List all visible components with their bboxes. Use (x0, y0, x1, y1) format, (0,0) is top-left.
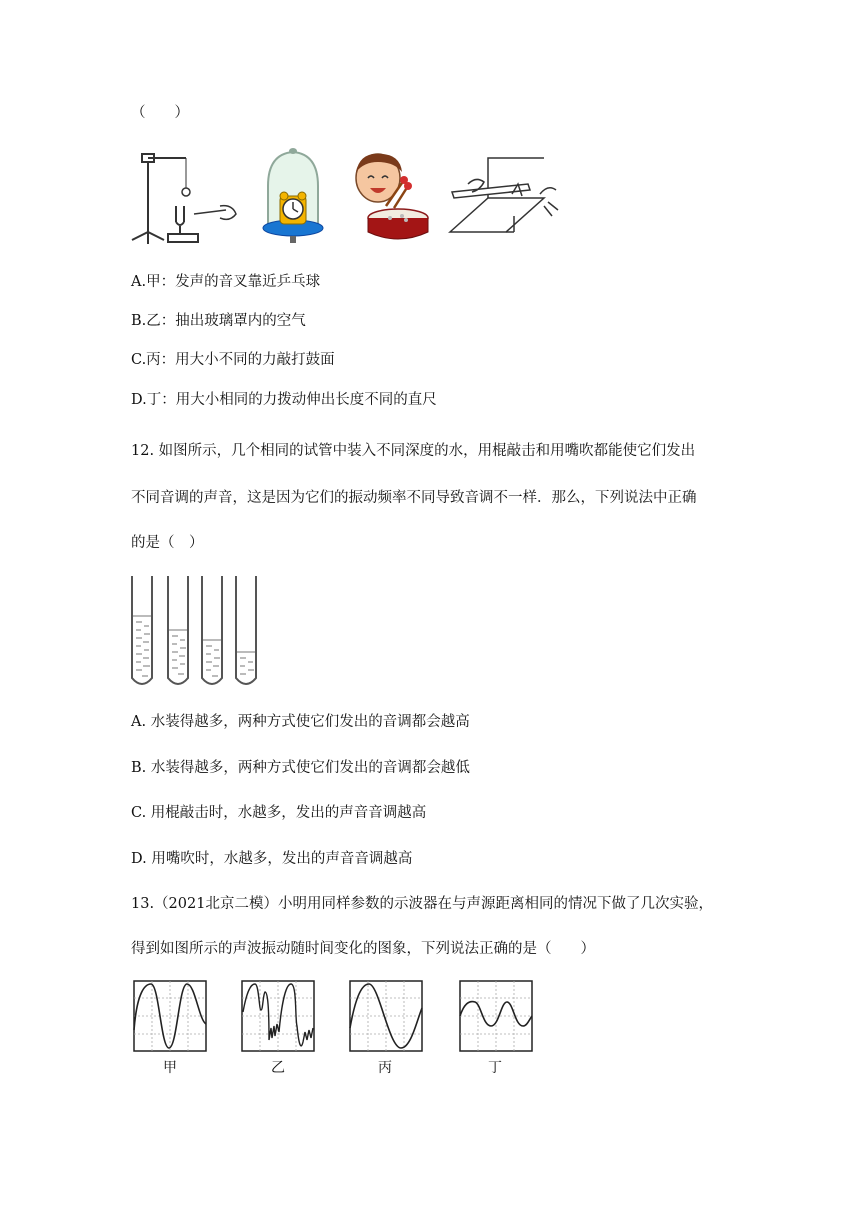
waveform-ding (459, 980, 533, 1052)
q12-option-c: C. 用棍敲击时，水越多，发出的声音音调越高 (131, 805, 427, 821)
q12-stem-line-2: 不同音调的声音，这是因为它们的振动频率不同导致音调不一样．那么，下列说法中正确 (131, 490, 697, 506)
q11-option-c: C.丙：用大小不同的力敲打鼓面 (131, 352, 335, 368)
figure-drummer (346, 150, 436, 242)
figure-ruler (448, 154, 566, 236)
q12-option-d: D. 用嘴吹时，水越多，发出的声音音调越高 (131, 851, 413, 867)
waveform-label-bing: 丙 (378, 1060, 392, 1076)
waveform-yi (241, 980, 315, 1052)
q11-option-b: B.乙：抽出玻璃罩内的空气 (131, 313, 306, 329)
q11-option-d: D.丁：用大小相同的力拨动伸出长度不同的直尺 (131, 392, 437, 408)
waveform-jia (133, 980, 207, 1052)
waveform-label-jia: 甲 (163, 1060, 177, 1076)
waveform-bing (349, 980, 423, 1052)
waveform-label-ding: 丁 (488, 1060, 502, 1076)
q13-stem-line-1: 13.（2021北京二模）小明用同样参数的示波器在与声源距离相同的情况下做了几次实验， (131, 896, 713, 912)
q12-option-a: A. 水装得越多，两种方式使它们发出的音调都会越高 (131, 714, 470, 730)
figure-bell-jar (258, 146, 328, 246)
q12-option-b: B. 水装得越多，两种方式使它们发出的音调都会越低 (131, 760, 470, 776)
q11-option-a: A.甲：发声的音叉靠近乒乓球 (131, 274, 321, 290)
q11-bracket: （ ） (131, 105, 189, 121)
q12-stem-line-1: 12. 如图所示，几个相同的试管中装入不同深度的水，用棍敲击和用嘴吹都能使它们发出 (131, 443, 696, 459)
q13-stem-line-2: 得到如图所示的声波振动随时间变化的图象，下列说法正确的是（ ） (131, 941, 595, 957)
q12-stem-line-3: 的是（ ） (131, 535, 204, 551)
figure-test-tubes (128, 574, 268, 692)
waveform-label-yi: 乙 (271, 1060, 285, 1076)
figure-tuning-fork (128, 148, 244, 246)
